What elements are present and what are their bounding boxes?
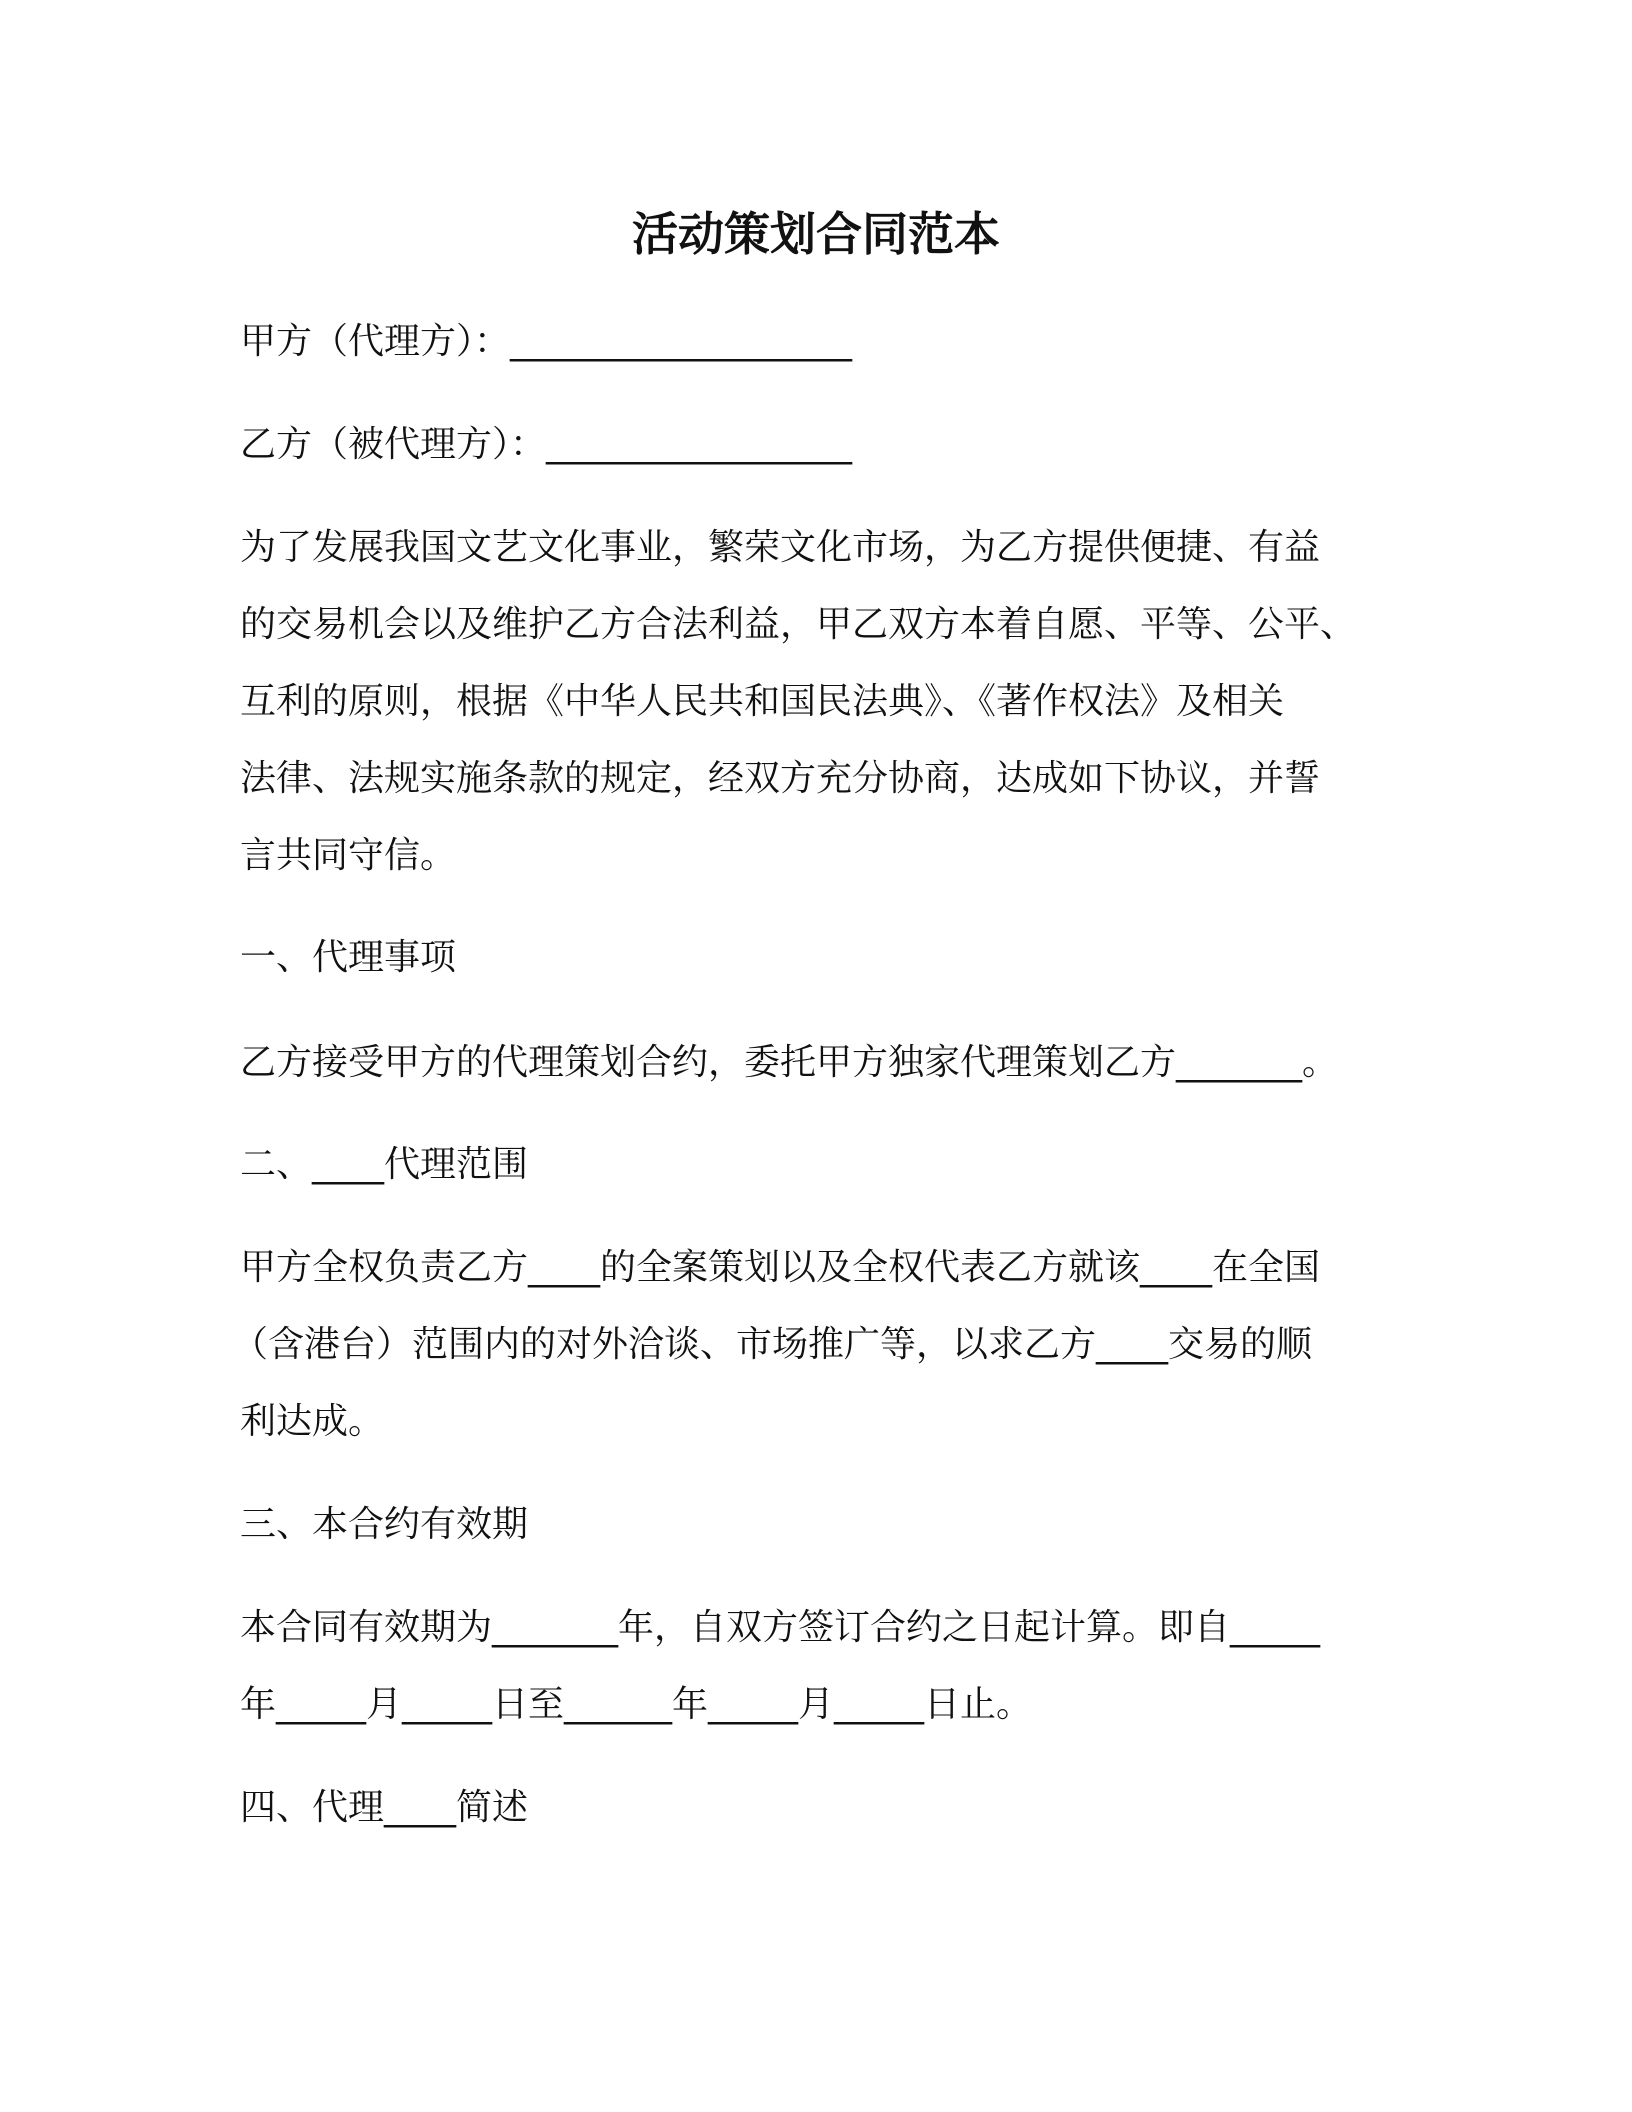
preamble-line: 为了发展我国文艺文化事业，繁荣文化市场，为乙方提供便捷、有益	[240, 527, 1321, 568]
section-heading: 三、本合约有效期	[240, 1504, 529, 1545]
document-title: 活动策划合同范本	[632, 207, 1000, 261]
preamble-line: 言共同守信。	[240, 835, 457, 876]
section-text: 乙方接受甲方的代理策划合约，委托甲方独家代理策划乙方_______。	[240, 1042, 1339, 1083]
party-a-line: 甲方（代理方）：___________________	[240, 321, 853, 362]
preamble-line: 的交易机会以及维护乙方合法利益，甲乙双方本着自愿、平等、公平、	[240, 604, 1357, 645]
section-text: （含港台）范围内的对外洽谈、市场推广等，以求乙方____交易的顺	[232, 1324, 1313, 1365]
section-heading: 一、代理事项	[240, 937, 457, 978]
preamble-line: 互利的原则，根据《中华人民共和国民法典》、《著作权法》及相关	[240, 681, 1285, 722]
section-text: 年_____月_____日至______年_____月_____日止。	[240, 1684, 1033, 1725]
section-heading: 四、代理____简述	[240, 1787, 529, 1828]
party-b-line: 乙方（被代理方）：_________________	[240, 424, 853, 465]
section-heading: 二、____代理范围	[240, 1144, 529, 1185]
section-text: 利达成。	[240, 1401, 385, 1442]
section-text: 甲方全权负责乙方____的全案策划以及全权代表乙方就该____在全国	[240, 1247, 1321, 1288]
section-text: 本合同有效期为_______年，自双方签订合约之日起计算。即自_____	[240, 1607, 1321, 1648]
preamble-line: 法律、法规实施条款的规定，经双方充分协商，达成如下协议，并誓	[240, 758, 1321, 799]
